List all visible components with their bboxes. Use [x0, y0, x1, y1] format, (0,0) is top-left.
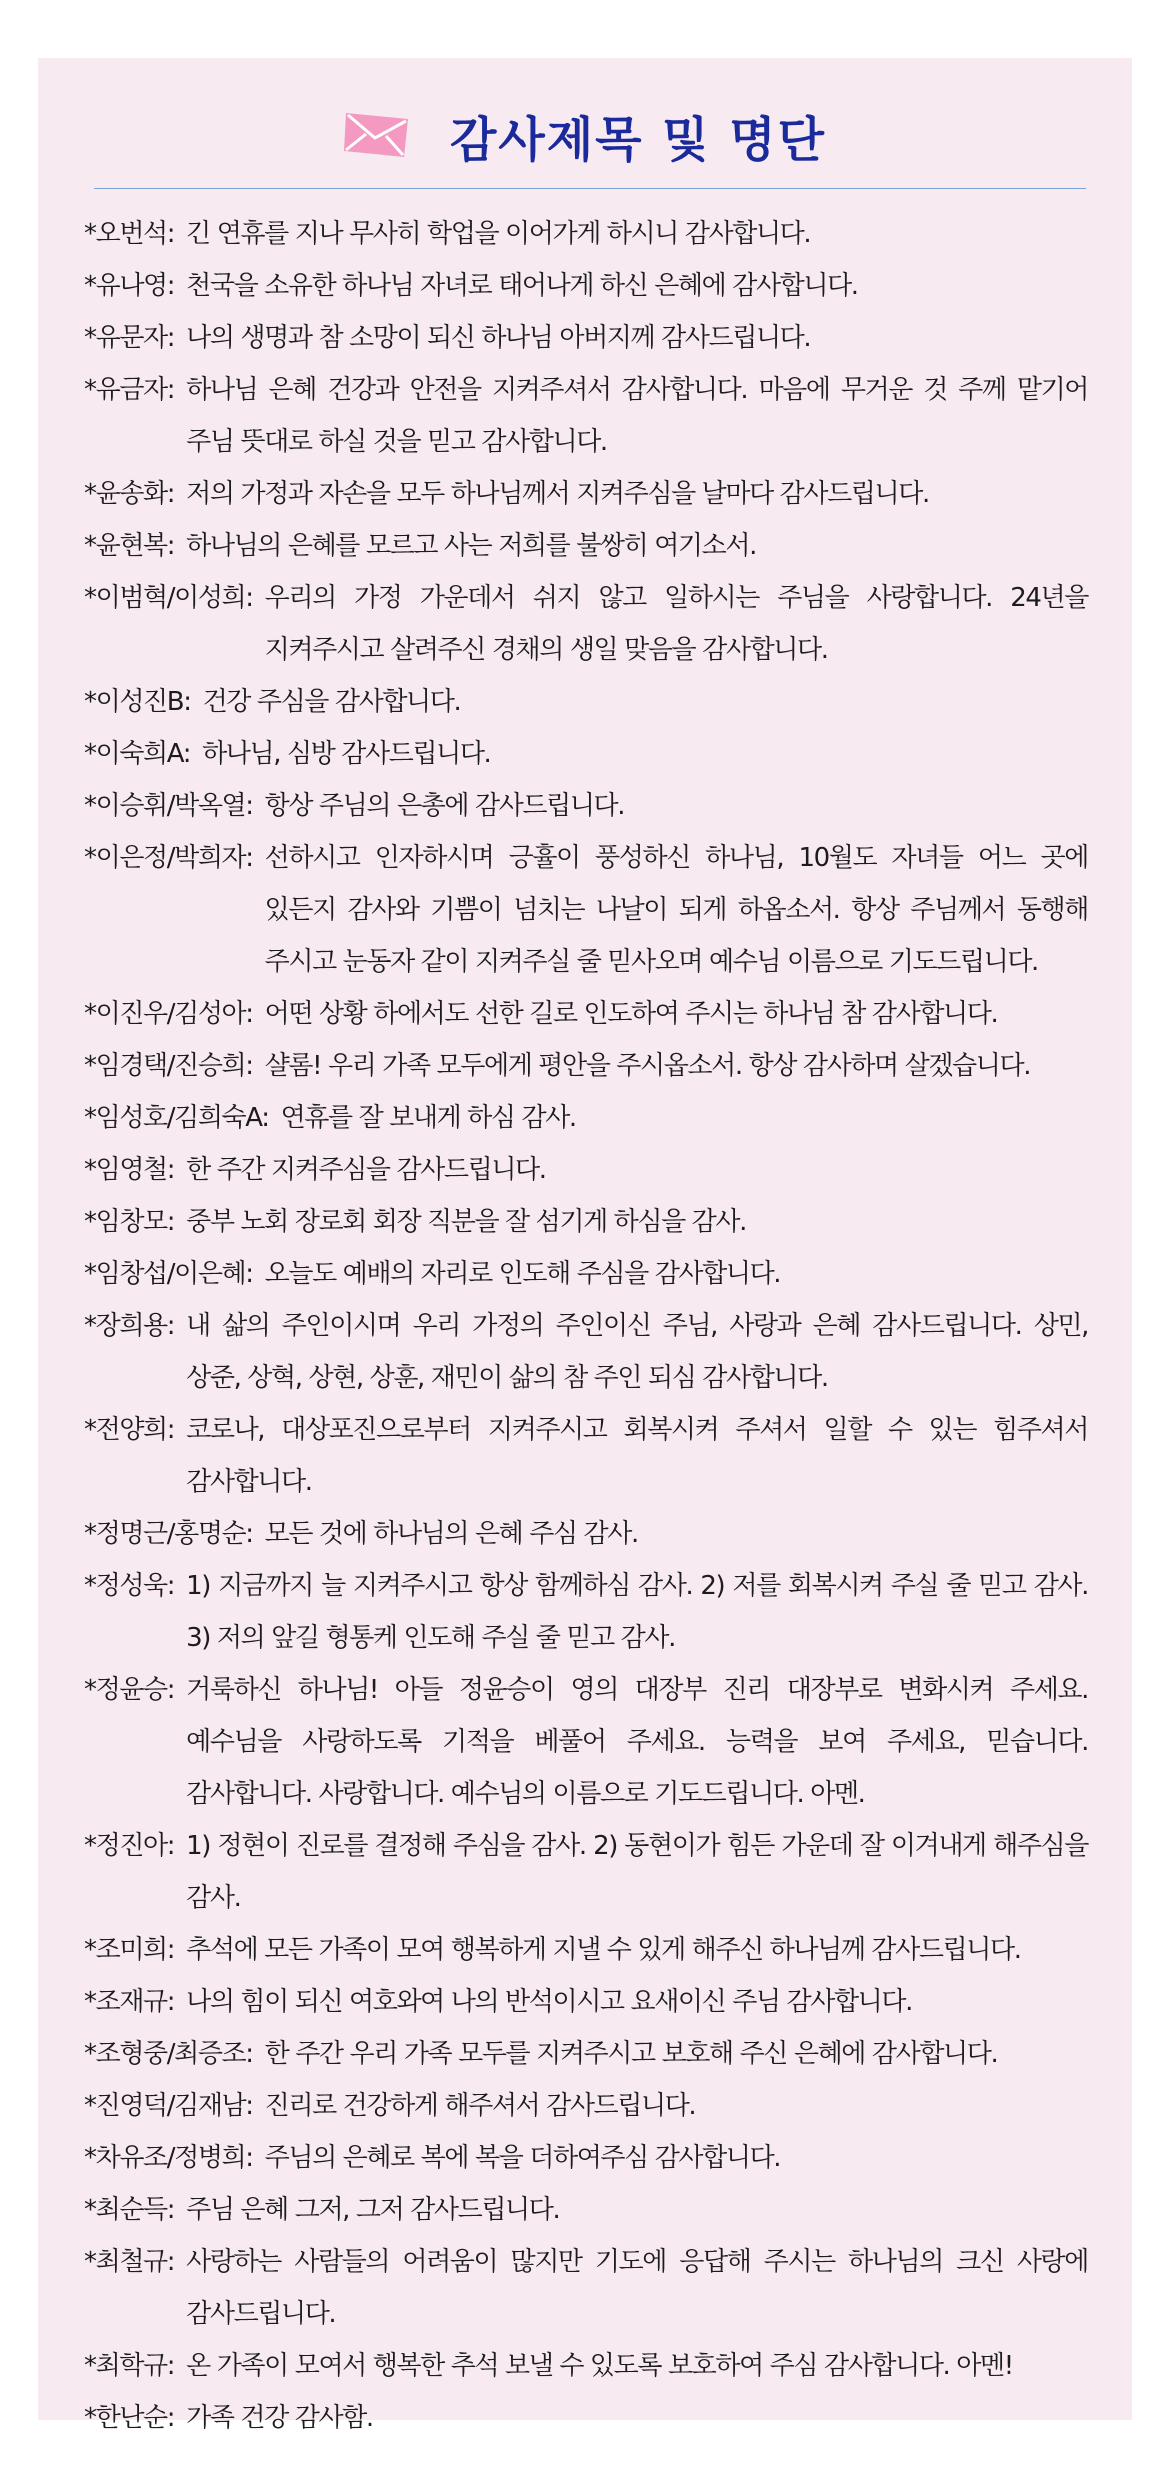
entry-name: * 윤현복 :: [84, 520, 186, 572]
list-item: [84, 312, 1088, 364]
entry-name: * 임창섭/이은혜 :: [84, 1248, 265, 1300]
content-panel: [38, 58, 1132, 2433]
entry-text: 1) 지금까지 늘 지켜주시고 항상 함께하심 감사. 2) 저를 회복시켜 주실 줄 믿고 감사. 3) 저의 앞길 형통케 인도해 주실 줄 믿고 감사.: [186, 1571, 1088, 1653]
entry-text: 한 주간 우리 가족 모두를 지켜주시고 보호해 주신 은혜에 감사합니다.: [264, 2039, 998, 2069]
list-item: [84, 988, 1088, 1040]
entry-name: * 임경택/진승희 :: [84, 1040, 265, 1092]
list-item: [84, 2392, 1088, 2444]
entry-name: * 이범혁/이성희 :: [84, 572, 265, 624]
entry-name: * 오번석 :: [84, 208, 186, 260]
title-divider: [94, 188, 1086, 189]
page-title: 감사제목 및 명단: [450, 111, 826, 168]
entry-name: * 조형중/최증조 :: [84, 2028, 265, 2080]
header: [38, 100, 1132, 170]
entry-text: 나의 생명과 참 소망이 되신 하나님 아버지께 감사드립니다.: [186, 323, 811, 353]
entry-text: 긴 연휴를 지나 무사히 학업을 이어가게 하시니 감사합니다.: [186, 219, 811, 249]
list-item: [84, 1664, 1088, 1820]
entry-name: * 정명근/홍명순 :: [84, 1508, 265, 1560]
entry-text: 항상 주님의 은총에 감사드립니다.: [264, 791, 625, 821]
list-item: [84, 572, 1088, 676]
entry-text: 나의 힘이 되신 여호와여 나의 반석이시고 요새이신 주님 감사합니다.: [186, 1987, 912, 2017]
entry-text: 중부 노회 장로회 회장 직분을 잘 섬기게 하심을 감사.: [186, 1207, 746, 1237]
entry-text: 사랑하는 사람들의 어려움이 많지만 기도에 응답해 주시는 하나님의 크신 사랑에 감사드립니다.: [186, 2247, 1088, 2329]
list-item: [84, 728, 1088, 780]
entry-text: 오늘도 예배의 자리로 인도해 주심을 감사합니다.: [264, 1259, 781, 1289]
entry-name: * 유금자 :: [84, 364, 186, 416]
entry-name: * 최순득 :: [84, 2184, 186, 2236]
entry-name: * 임성호/김희숙A :: [84, 1092, 281, 1144]
list-item: [84, 1144, 1088, 1196]
list-item: [84, 780, 1088, 832]
list-item: [84, 832, 1088, 988]
entry-name: * 임창모 :: [84, 1196, 186, 1248]
entry-name: * 조미희 :: [84, 1924, 186, 1976]
list-item: [84, 1560, 1088, 1664]
list-item: [84, 2184, 1088, 2236]
entry-text: 한 주간 지켜주심을 감사드립니다.: [186, 1155, 546, 1185]
list-item: [84, 1248, 1088, 1300]
list-item: [84, 2028, 1088, 2080]
entry-text: 진리로 건강하게 해주셔서 감사드립니다.: [264, 2091, 696, 2121]
entry-name: * 차유조/정병희 :: [84, 2132, 265, 2184]
list-item: [84, 520, 1088, 572]
list-item: [84, 1300, 1088, 1404]
entry-name: * 진영덕/김재남 :: [84, 2080, 265, 2132]
entry-text: 샬롬! 우리 가족 모두에게 평안을 주시옵소서. 항상 감사하며 살겠습니다.: [264, 1051, 1031, 1081]
entry-text: 어떤 상황 하에서도 선한 길로 인도하여 주시는 하나님 참 감사합니다.: [264, 999, 998, 1029]
entry-text: 하나님의 은혜를 모르고 사는 저희를 불쌍히 여기소서.: [186, 531, 756, 561]
list-item: [84, 1092, 1088, 1144]
entry-name: * 전양희 :: [84, 1404, 186, 1456]
list-item: [84, 208, 1088, 260]
entry-text: 코로나, 대상포진으로부터 지켜주시고 회복시켜 주셔서 일할 수 있는 힘주셔서 감사합니다.: [186, 1415, 1088, 1497]
entry-name: * 정윤승 :: [84, 1664, 186, 1716]
list-item: [84, 2132, 1088, 2184]
entry-name: * 한난순 :: [84, 2392, 186, 2444]
list-item: [84, 364, 1088, 468]
entry-text: 선하시고 인자하시며 긍휼이 풍성하신 하나님, 10월도 자녀들 어느 곳에 있든지 감사와 기쁨이 넘치는 나날이 되게 하옵소서. 항상 주님께서 동행해 주시고 눈동자 같이 지켜주실 줄 믿사오며 예수님 이름으로 기도드립니다.: [264, 843, 1088, 977]
entry-name: * 이성진B :: [84, 676, 203, 728]
entry-text: 건강 주심을 감사합니다.: [202, 687, 461, 717]
entry-name: * 정성욱 :: [84, 1560, 186, 1612]
entry-text: 연휴를 잘 보내게 하심 감사.: [280, 1103, 576, 1133]
entry-name: * 최철규 :: [84, 2236, 186, 2288]
entry-name: * 이숙희A :: [84, 728, 202, 780]
entry-name: * 장희용 :: [84, 1300, 186, 1352]
list-item: [84, 2340, 1088, 2392]
entry-name: * 임영철 :: [84, 1144, 186, 1196]
entry-name: * 조재규 :: [84, 1976, 186, 2028]
entry-text: 주님의 은혜로 복에 복을 더하여주심 감사합니다.: [264, 2143, 781, 2173]
entry-name: * 유문자 :: [84, 312, 186, 364]
envelope-icon: [344, 110, 410, 160]
list-item: [84, 2236, 1088, 2340]
entry-text: 모든 것에 하나님의 은혜 주심 감사.: [264, 1519, 638, 1549]
entry-text: 주님 은혜 그저, 그저 감사드립니다.: [186, 2195, 560, 2225]
entry-name: * 이진우/김성아 :: [84, 988, 265, 1040]
list-item: [84, 1508, 1088, 1560]
entry-name: * 이승휘/박옥열 :: [84, 780, 265, 832]
list-item: [84, 1820, 1088, 1924]
list-item: [84, 676, 1088, 728]
list-item: [84, 1924, 1088, 1976]
entry-text: 1) 정현이 진로를 결정해 주심을 감사. 2) 동현이가 힘든 가운데 잘 이겨내게 해주심을 감사.: [186, 1831, 1088, 1913]
prayer-list: [84, 208, 1088, 2444]
list-item: [84, 1976, 1088, 2028]
entry-text: 우리의 가정 가운데서 쉬지 않고 일하시는 주님을 사랑합니다. 24년을 지켜주시고 살려주신 경채의 생일 맞음을 감사합니다.: [264, 583, 1088, 665]
entry-name: * 최학규 :: [84, 2340, 186, 2392]
list-item: [84, 1404, 1088, 1508]
entry-name: * 이은정/박희자 :: [84, 832, 265, 884]
list-item: [84, 468, 1088, 520]
list-item: [84, 1196, 1088, 1248]
entry-text: 내 삶의 주인이시며 우리 가정의 주인이신 주님, 사랑과 은혜 감사드립니다. 상민, 상준, 상혁, 상현, 상훈, 재민이 삶의 참 주인 되심 감사합니다.: [186, 1311, 1088, 1393]
entry-text: 온 가족이 모여서 행복한 추석 보낼 수 있도록 보호하여 주심 감사합니다. 아멘!: [186, 2351, 1013, 2381]
list-item: [84, 260, 1088, 312]
entry-name: * 정진아 :: [84, 1820, 186, 1872]
entry-text: 거룩하신 하나님! 아들 정윤승이 영의 대장부 진리 대장부로 변화시켜 주세요. 예수님을 사랑하도록 기적을 베풀어 주세요. 능력을 보여 주세요, 믿습니다. 감사합니다. 사랑합니다. 예수님의 이름으로 기도드립니다. 아멘.: [186, 1675, 1088, 1809]
list-item: [84, 1040, 1088, 1092]
list-item: [84, 2080, 1088, 2132]
entry-text: 추석에 모든 가족이 모여 행복하게 지낼 수 있게 해주신 하나님께 감사드립니다.: [186, 1935, 1021, 1965]
entry-text: 하나님, 심방 감사드립니다.: [202, 739, 491, 769]
entry-name: * 윤송화 :: [84, 468, 186, 520]
entry-text: 하나님 은혜 건강과 안전을 지켜주셔서 감사합니다. 마음에 무거운 것 주께 맡기어 주님 뜻대로 하실 것을 믿고 감사합니다.: [186, 375, 1088, 457]
entry-text: 가족 건강 감사함.: [186, 2403, 373, 2433]
entry-name: * 유나영 :: [84, 260, 186, 312]
entry-text: 천국을 소유한 하나님 자녀로 태어나게 하신 은혜에 감사합니다.: [186, 271, 858, 301]
entry-text: 저의 가정과 자손을 모두 하나님께서 지켜주심을 날마다 감사드립니다.: [186, 479, 929, 509]
